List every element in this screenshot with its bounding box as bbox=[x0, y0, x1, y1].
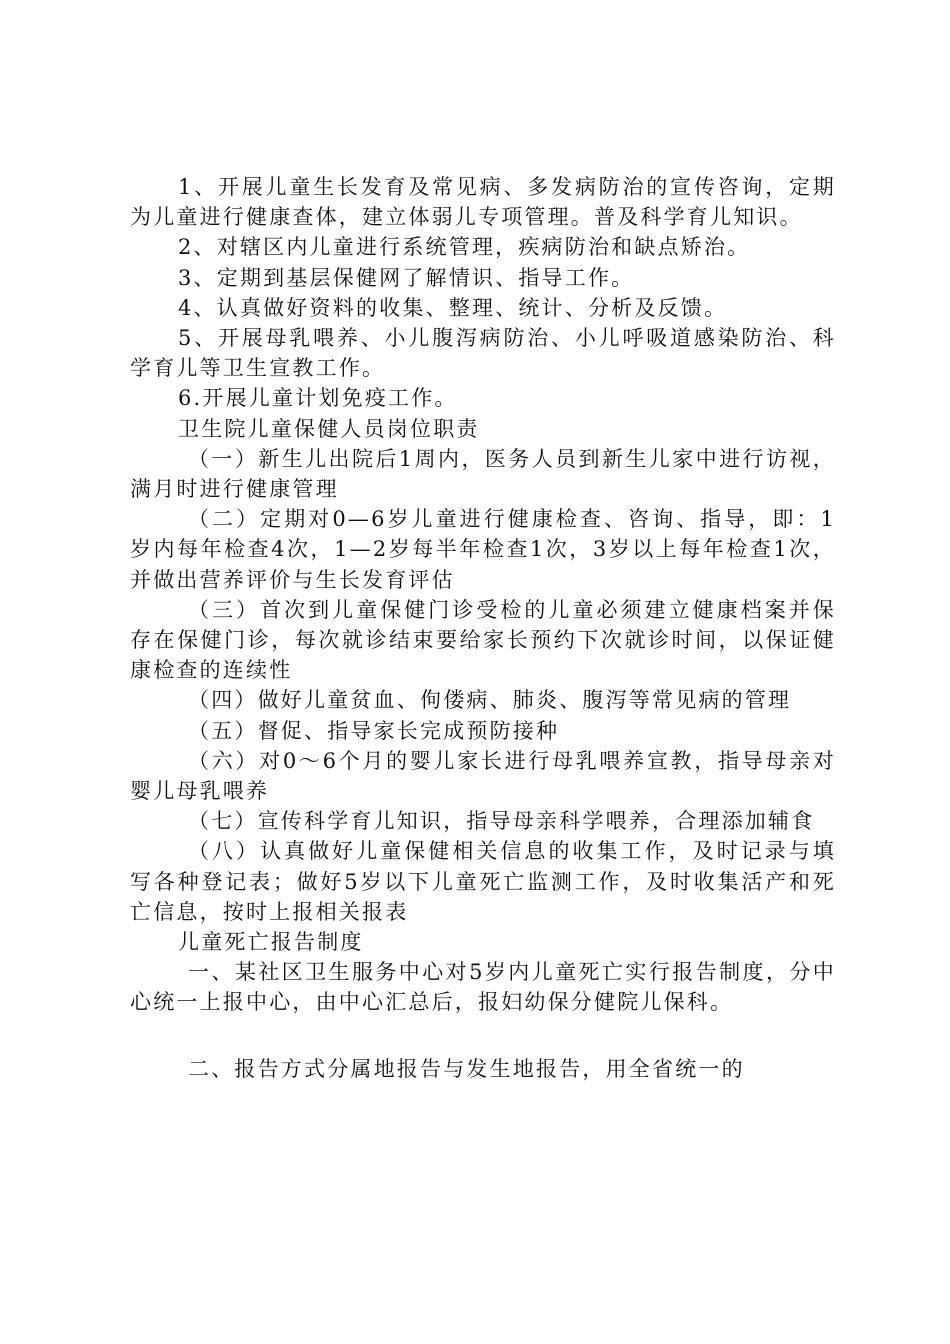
section-heading-duties: 卫生院儿童保健人员岗位职责 bbox=[178, 416, 480, 441]
duty-item-3: （三）首次到儿童保健门诊受检的儿童必须建立健康档案并保存在保健门诊，每次就诊结束要给家长预约下次就诊时间，以保证健康检查的连续性 bbox=[130, 597, 836, 683]
duty-item-5: （五）督促、指导家长完成预防接种 bbox=[188, 718, 560, 743]
duty-item-1: （一）新生儿出院后1周内，医务人员到新生儿家中进行访视，满月时进行健康管理 bbox=[130, 446, 836, 502]
paragraph-6: 6.开展儿童计划免疫工作。 bbox=[178, 386, 458, 411]
paragraph-1: 1、开展儿童生长发育及常见病、多发病防治的宣传咨询，定期为儿童进行健康查体，建立体弱儿专项管理。普及科学育儿知识。 bbox=[130, 175, 836, 230]
section-heading-death-report: 儿童死亡报告制度 bbox=[178, 930, 364, 955]
paragraph-3: 3、定期到基层保健网了解情识、指导工作。 bbox=[178, 265, 635, 290]
duty-item-8: （八）认真做好儿童保健相关信息的收集工作，及时记录与填写各种登记表；做好5岁以下儿童死亡监测工作，及时收集活产和死亡信息，按时上报相关报表 bbox=[130, 839, 836, 924]
report-item-1: 一、某社区卫生服务中心对5岁内儿童死亡实行报告制度，分中心统一上报中心，由中心汇总后，报妇幼保分健院儿保科。 bbox=[130, 960, 836, 1015]
document-body bbox=[130, 172, 836, 1084]
duty-item-2: （二）定期对0—6岁儿童进行健康检查、咨询、指导，即：1岁内每年检查4次，1—2岁每半年检查1次，3岁以上每年检查1次，并做出营养评价与生长发育评估 bbox=[130, 507, 836, 592]
duty-item-4: （四）做好儿童贫血、佝偻病、肺炎、腹泻等常见病的管理 bbox=[188, 688, 792, 713]
duty-item-7: （七）宣传科学育儿知识，指导母亲科学喂养，合理添加辅食 bbox=[188, 809, 815, 834]
paragraph-5: 5、开展母乳喂养、小儿腹泻病防治、小儿呼吸道感染防治、科学育儿等卫生宣教工作。 bbox=[130, 326, 836, 381]
duty-item-6: （六）对0～6个月的婴儿家长进行母乳喂养宣教，指导母亲对婴儿母乳喂养 bbox=[130, 748, 836, 804]
paragraph-2: 2、对辖区内儿童进行系统管理，疾病防治和缺点矫治。 bbox=[178, 235, 751, 260]
report-item-2: 二、报告方式分属地报告与发生地报告，用全省统一的 bbox=[188, 1056, 745, 1081]
paragraph-4: 4、认真做好资料的收集、整理、统计、分析及反馈。 bbox=[178, 295, 728, 320]
